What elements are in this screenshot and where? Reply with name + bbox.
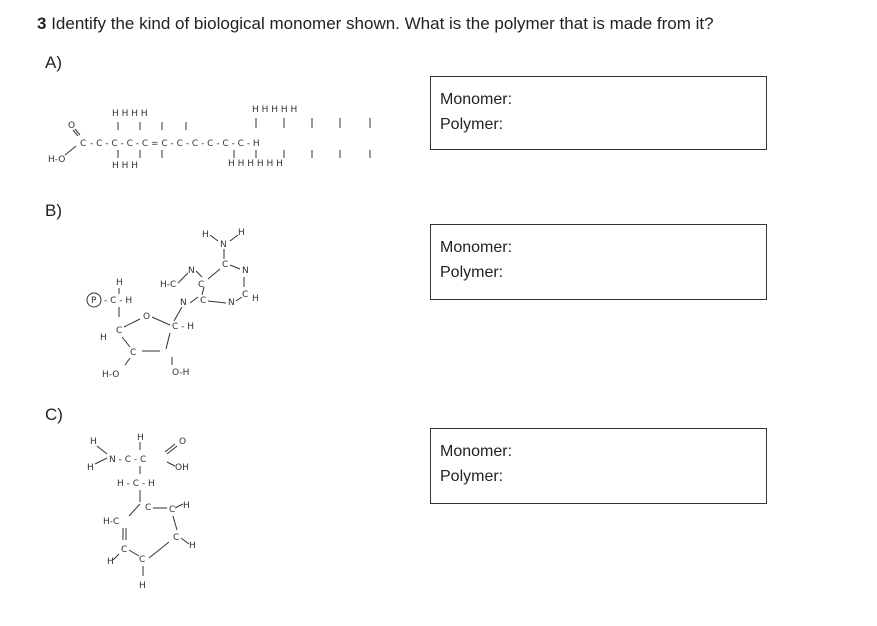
svg-text:H: H bbox=[238, 228, 245, 238]
svg-text:H: H bbox=[107, 557, 114, 567]
svg-text:N: N bbox=[220, 240, 227, 250]
svg-text:C: C bbox=[130, 348, 137, 358]
svg-text:OH: OH bbox=[175, 463, 189, 473]
svg-text:H: H bbox=[87, 463, 94, 473]
option-c-label: C) bbox=[45, 405, 63, 424]
svg-text:O: O bbox=[143, 312, 151, 322]
answer-box-c[interactable] bbox=[430, 428, 767, 504]
svg-text:N: N bbox=[228, 298, 235, 308]
svg-text:C: C bbox=[173, 533, 180, 543]
svg-text:- C - C - C - C = C: - C - C - C - C = C - C - C - C - C - C - H bbox=[90, 139, 260, 149]
svg-text:P: P bbox=[91, 296, 97, 306]
amino-acid-structure bbox=[85, 430, 225, 595]
svg-text:H: H bbox=[139, 581, 146, 591]
svg-text:H: H bbox=[90, 437, 97, 447]
svg-text:N - C - C: N - C - C bbox=[109, 455, 147, 465]
answer-box-a[interactable] bbox=[430, 76, 767, 150]
svg-text:C: C bbox=[198, 280, 205, 290]
svg-text:H H H: H H H bbox=[112, 161, 139, 171]
svg-text:H H H H H H: H H H H H H bbox=[228, 159, 283, 169]
answer-box-b[interactable] bbox=[430, 224, 767, 300]
svg-text:O: O bbox=[68, 121, 76, 131]
svg-text:H H H H H: H H H H H bbox=[252, 105, 298, 115]
svg-text:N: N bbox=[188, 266, 195, 276]
svg-text:C: C bbox=[116, 326, 123, 336]
svg-text:- C - H: - C - H bbox=[104, 296, 133, 306]
svg-text:C: C bbox=[139, 555, 146, 565]
svg-text:H: H bbox=[116, 278, 123, 288]
monomer-label-a: Monomer: bbox=[440, 91, 513, 108]
svg-text:C: C bbox=[121, 545, 128, 555]
svg-text:C: C bbox=[200, 296, 207, 306]
svg-text:H: H bbox=[183, 501, 190, 511]
svg-text:H: H bbox=[252, 294, 259, 304]
monomer-label-b: Monomer: bbox=[440, 239, 513, 256]
polymer-label-a: Polymer: bbox=[440, 116, 504, 133]
svg-text:H-O: H-O bbox=[102, 370, 120, 380]
svg-text:H-O: H-O bbox=[48, 155, 66, 165]
nucleotide-structure bbox=[80, 225, 280, 385]
monomer-label-c: Monomer: bbox=[440, 443, 513, 460]
svg-text:H: H bbox=[137, 433, 144, 443]
svg-text:H: H bbox=[202, 230, 209, 240]
question-text bbox=[37, 14, 714, 34]
option-b-label: B) bbox=[45, 201, 62, 220]
svg-text:H-C: H-C bbox=[160, 280, 177, 290]
svg-text:H: H bbox=[189, 541, 196, 551]
svg-text:H: H bbox=[100, 333, 107, 343]
svg-text:H H H H: H H H H bbox=[112, 109, 148, 119]
question-number: 3 bbox=[37, 14, 47, 33]
polymer-label-b: Polymer: bbox=[440, 264, 504, 281]
svg-text:C: C bbox=[222, 260, 229, 270]
svg-text:C: C bbox=[242, 290, 249, 300]
svg-text:O: O bbox=[179, 437, 187, 447]
fatty-acid-structure bbox=[40, 100, 420, 175]
option-a-label: A) bbox=[45, 53, 62, 72]
svg-text:H-C: H-C bbox=[103, 517, 120, 527]
svg-text:H - C - H: H - C - H bbox=[117, 479, 155, 489]
svg-text:N: N bbox=[180, 298, 187, 308]
svg-text:C: C bbox=[80, 139, 87, 149]
svg-text:O-H: O-H bbox=[172, 368, 190, 378]
svg-text:C - H: C - H bbox=[172, 322, 195, 332]
polymer-label-c: Polymer: bbox=[440, 468, 504, 485]
svg-text:N: N bbox=[242, 266, 249, 276]
question-prompt: Identify the kind of biological monomer shown. What is the polymer that is made from it? bbox=[51, 14, 714, 33]
svg-text:C: C bbox=[169, 505, 176, 515]
svg-text:C: C bbox=[145, 503, 152, 513]
